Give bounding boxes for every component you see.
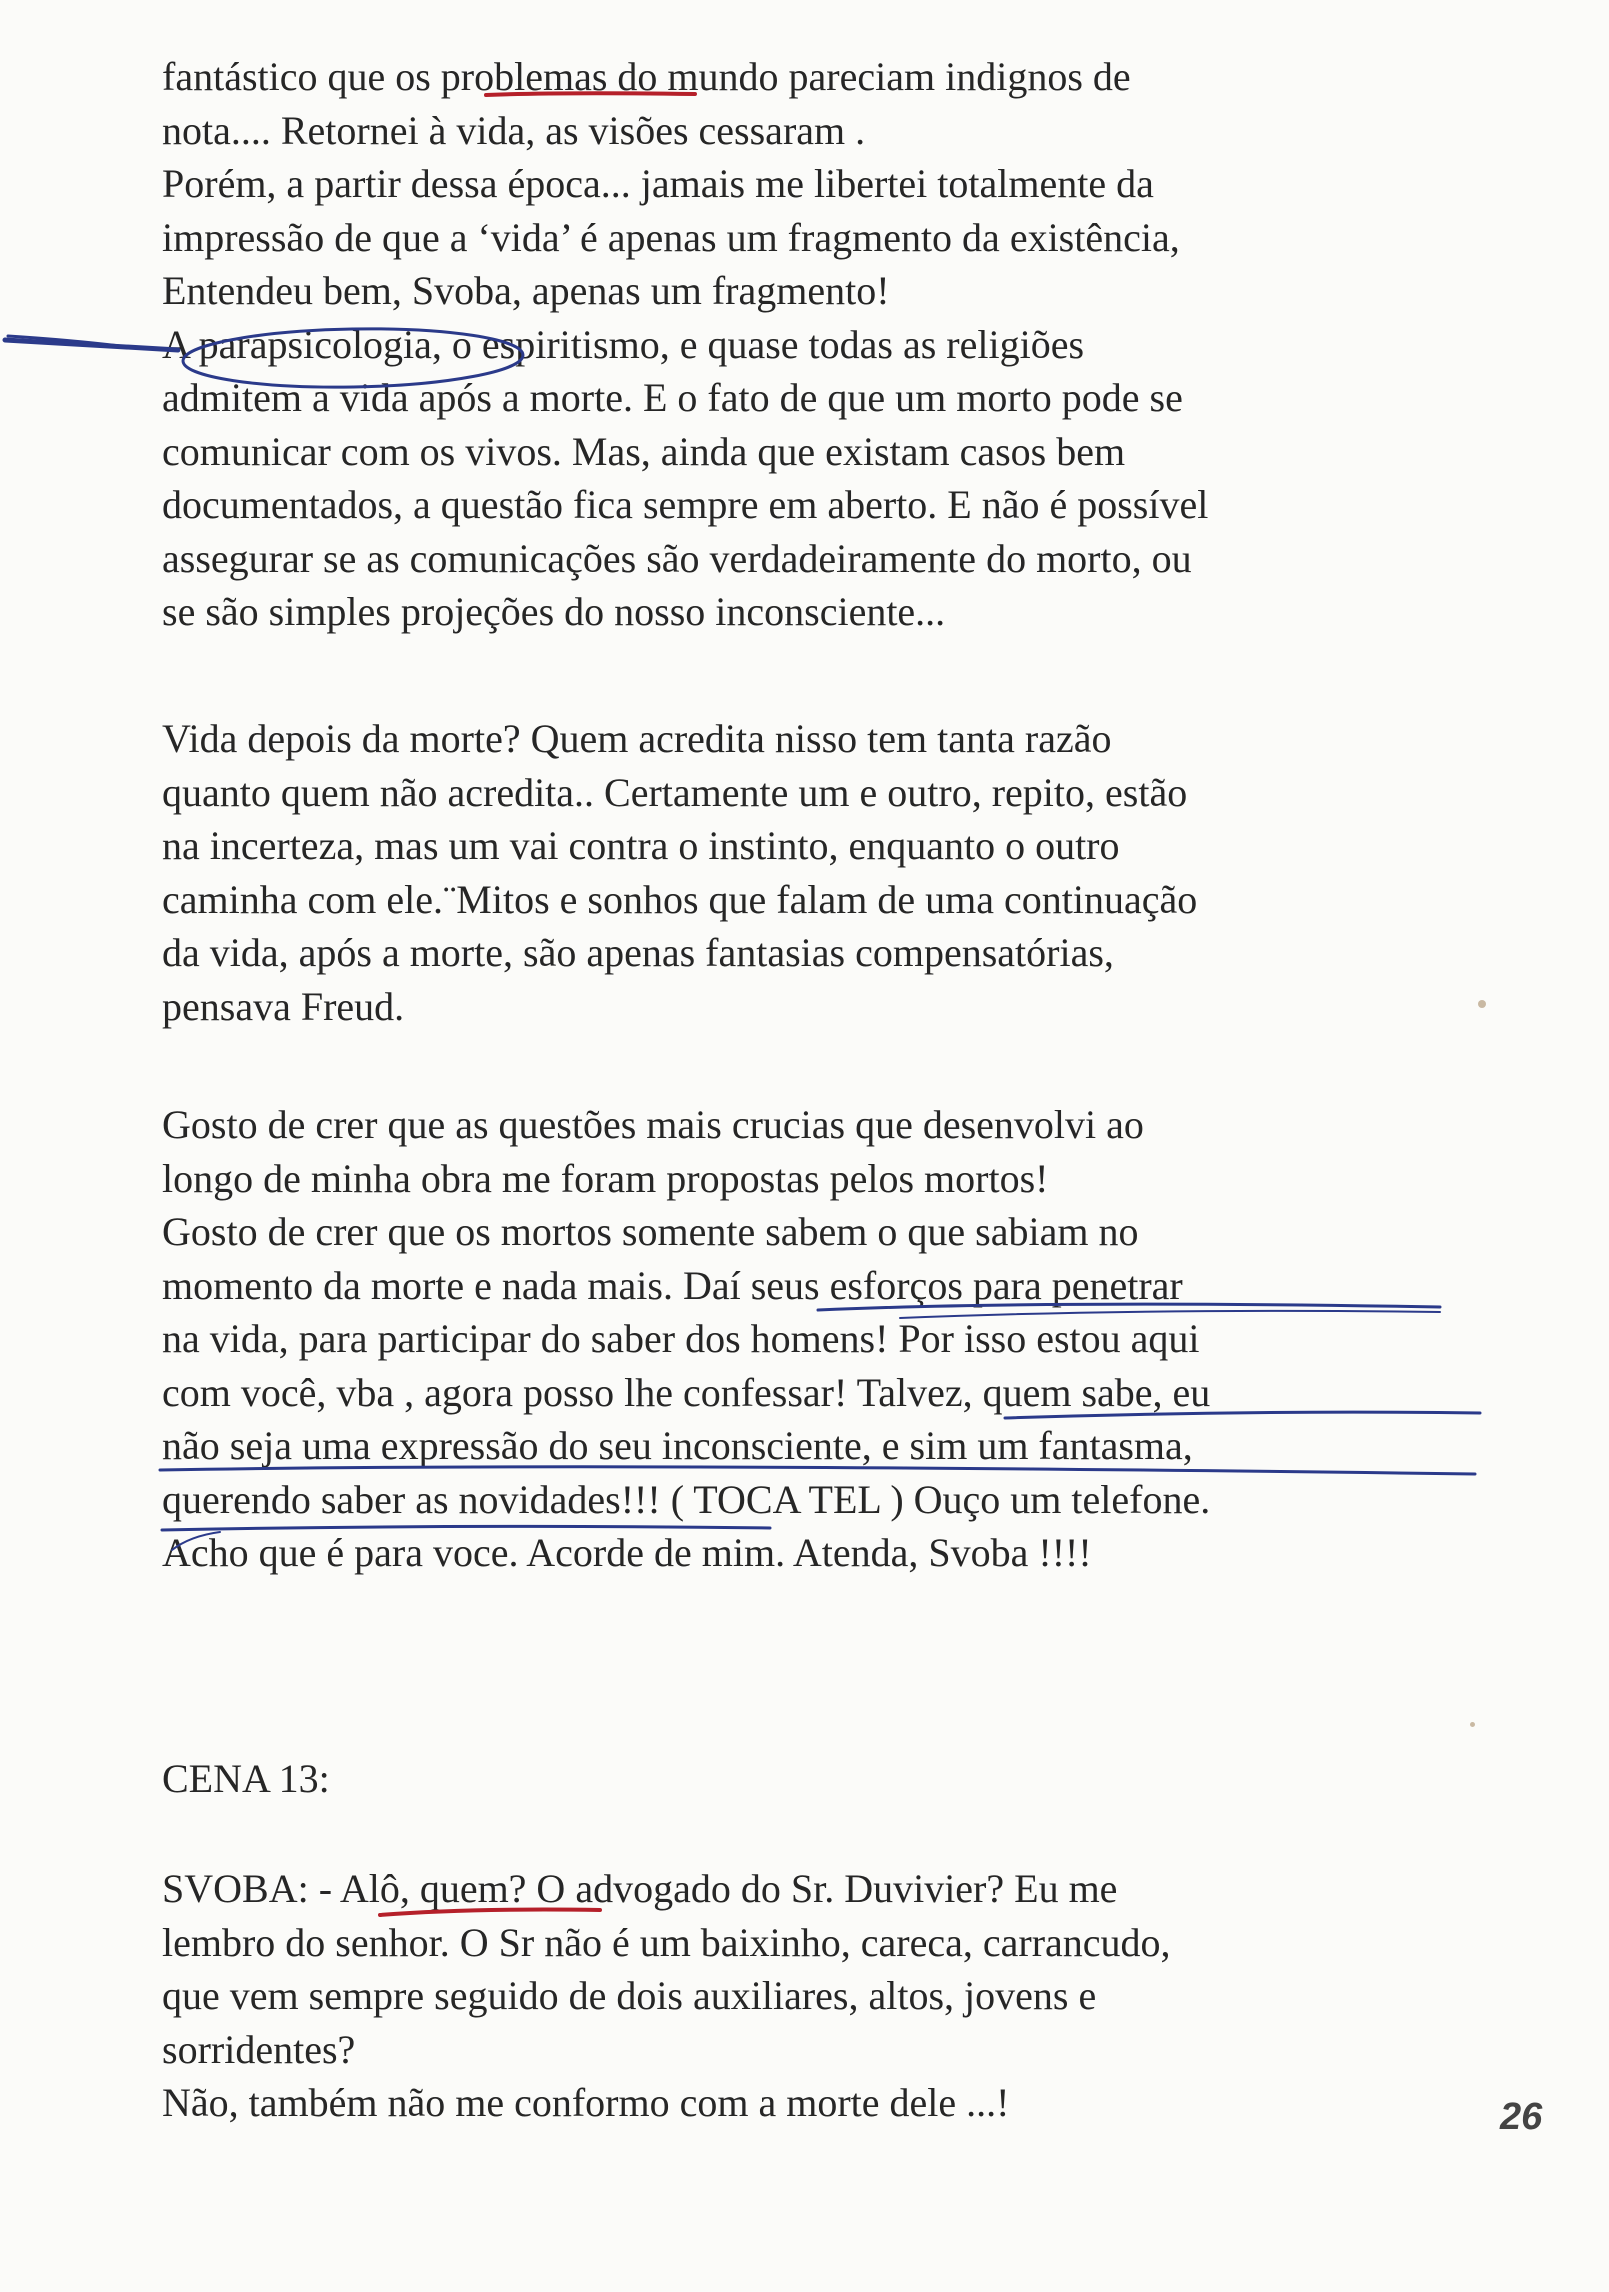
text-line: não seja uma expressão do seu inconsciente, e sim um fantasma, <box>162 1423 1193 1468</box>
text-line: na vida, para participar do saber dos homens! Por isso estou aqui <box>162 1316 1200 1361</box>
paragraph-2 <box>162 712 1462 1033</box>
text-line: na incerteza, mas um vai contra o instinto, enquanto o outro <box>162 823 1120 868</box>
blue-margin-arrow <box>5 340 178 350</box>
text-line: comunicar com os vivos. Mas, ainda que existam casos bem <box>162 428 1126 474</box>
text-line: lembro do senhor. O Sr não é um baixinho, careca, carrancudo, <box>162 1919 1171 1965</box>
text-line: caminha com ele.¨Mitos e sonhos que falam de uma continuação <box>162 876 1198 922</box>
scene-heading-text: CENA 13: <box>162 1756 330 1801</box>
text-line: da vida, após a morte, são apenas fantasias compensatórias, <box>162 930 1114 975</box>
paper-speck <box>1478 1000 1486 1008</box>
text-line: SVOBA: - Alô, quem? O advogado do Sr. Duvivier? Eu me <box>162 1866 1118 1911</box>
text-line: quanto quem não acredita.. Certamente um e outro, repito, estão <box>162 769 1188 815</box>
text-line: longo de minha obra me foram propostas pelos mortos! <box>162 1155 1049 1201</box>
paragraph-dialogue <box>162 1862 1462 2130</box>
text-line: assegurar se as comunicações são verdadeiramente do morto, ou <box>162 535 1192 581</box>
text-line: Acho que é para voce. Acorde de mim. Atenda, Svoba !!!! <box>162 1530 1092 1575</box>
text-line: admitem a vida após a morte. E o fato de que um morto pode se <box>162 375 1183 420</box>
text-line: pensava Freud. <box>162 983 405 1029</box>
text-line: Gosto de crer que as questões mais crucias que desenvolvi ao <box>162 1102 1144 1147</box>
text-line: querendo saber as novidades!!! ( TOCA TEL ) Ouço um telefone. <box>162 1476 1211 1522</box>
text-line: nota.... Retornei à vida, as visões cessaram . <box>162 107 866 153</box>
page-number: 26 <box>1500 2096 1543 2138</box>
scene-heading <box>162 1752 1462 1806</box>
text-line: sorridentes? <box>162 2026 356 2072</box>
paragraph-1 <box>162 50 1462 639</box>
text-line: Entendeu bem, Svoba, apenas um fragmento! <box>162 268 890 313</box>
paragraph-3 <box>162 1098 1462 1580</box>
text-line: Não, também não me conformo com a morte dele ...! <box>162 2080 1010 2125</box>
text-line: que vem sempre seguido de dois auxiliares, altos, jovens e <box>162 1973 1097 2018</box>
text-line: fantástico que os problemas do mundo pareciam indignos de <box>162 54 1131 99</box>
text-line: com você, vba , agora posso lhe confessar! Talvez, quem sabe, eu <box>162 1369 1211 1415</box>
paper-speck <box>1470 1722 1475 1727</box>
text-line: impressão de que a ‘vida’ é apenas um fragmento da existência, <box>162 214 1180 260</box>
text-line: documentados, a questão fica sempre em aberto. E não é possível <box>162 482 1209 527</box>
text-line: A parapsicologia, o espiritismo, e quase todas as religiões <box>162 321 1085 367</box>
text-line: se são simples projeções do nosso inconsciente... <box>162 589 946 634</box>
text-line: Gosto de crer que os mortos somente sabem o que sabiam no <box>162 1209 1139 1254</box>
text-line: Porém, a partir dessa época... jamais me libertei totalmente da <box>162 161 1154 206</box>
text-line: momento da morte e nada mais. Daí seus esforços para penetrar <box>162 1262 1183 1308</box>
text-line: Vida depois da morte? Quem acredita nisso tem tanta razão <box>162 716 1112 761</box>
